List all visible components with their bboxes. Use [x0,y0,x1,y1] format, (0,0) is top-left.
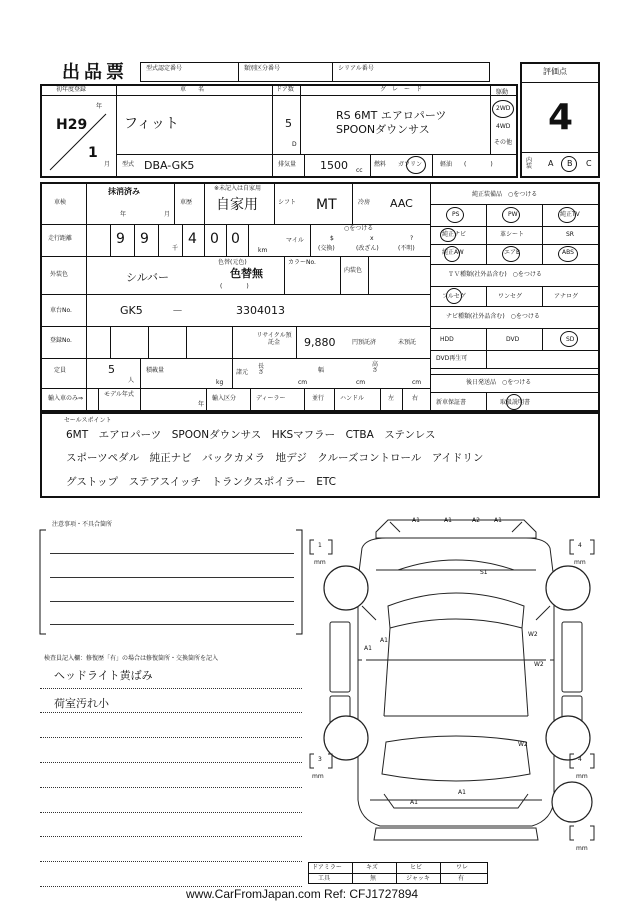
after-title: 後日発送品 ○をつける [466,379,532,386]
mileage-unit: km [258,247,268,254]
car-diagram [306,510,606,870]
damage-mark-5: S1 [480,569,488,576]
equip-navi-circle [440,228,456,242]
mileage-label: 走行距離 [48,235,73,242]
color-paren: ( ) [220,283,249,290]
equip-pw: PW [508,211,518,218]
equip-abs: ABS [562,249,574,256]
tv-oneseg: ワンセグ [498,293,523,300]
model-year-unit: 年 [198,401,205,408]
caution-label: 注意事項・不具合箇所 [52,521,113,528]
history-note: ※未記入は自家用 [214,185,262,192]
model-year-label: モデル年式 [104,391,134,398]
drive-2wd: 2WD [496,105,511,112]
note-entry-2: 荷室汚れ小 [54,697,109,710]
shaken-month: 月 [164,211,171,218]
first-reg-month: 1 [88,145,98,161]
date-slash [48,112,111,172]
sheet-title: 出品票 [62,62,128,83]
year-label: 年 [96,103,103,110]
interior-b: B [567,159,573,168]
tire-rr-value: 4 [578,756,582,763]
recycle-status: 円預託済 [352,339,377,346]
model-cert-label: 型式認定番号 [146,65,183,72]
legend-value-4: 有 [458,875,465,882]
tv-fullseg: フルセグ [442,293,466,300]
note-entry-1: ヘッドライト黄ばみ [54,669,153,682]
question-mark: ? [410,235,414,242]
chassis-number: 3304013 [236,304,285,317]
load-label: 積載量 [146,367,165,374]
tire-fl-value: 1 [318,542,322,549]
navi-sd: SD [566,336,575,343]
class-label: 類別区分番号 [244,65,281,72]
legend-header-1: ドアミラー [312,864,342,871]
equip-ps: PS [452,211,460,218]
mileage-digit-3: 4 [188,231,197,247]
handle-right: 右 [412,395,419,402]
equip-ps-circle [446,207,464,223]
equip-leather: 革シート [500,231,525,238]
equip-sr: SR [566,231,574,238]
sales-line-2: スポーツペダル 純正ナビ バックカメラ 地デジ クルーズコントロール アイドリン [66,452,484,464]
recycle-unpaid: 未預託 [398,339,417,346]
tire-fr-unit: mm [574,559,586,566]
door-suffix: D [292,141,297,148]
type-label: 型式 [122,161,135,168]
handle-left: 左 [388,395,395,402]
navi-hdd: HDD [440,336,454,343]
height-cm: cm [412,379,422,386]
damage-mark-7: A1 [364,645,372,652]
dvd-playback: DVD再生可 [436,355,468,362]
drive-other: その他 [494,139,513,146]
doors-label: ドア数 [276,86,294,93]
after-manual: 取扱説明書 [500,399,531,406]
tv-fullseg-circle [446,288,462,304]
recycle-label: リサイクル預託金 [256,332,292,347]
navi-sd-circle [560,331,578,347]
dollar-mark: $ [330,235,334,242]
watermark-text: www.CarFromJapan.com Ref: CFJ1727894 [186,887,419,901]
dealer-option: ディーラー [256,395,286,402]
equip-airbag-circle [502,246,520,262]
history-value: 自家用 [216,197,258,213]
mile-label: マイル [286,237,304,244]
legend-value-1: 工具 [318,875,331,882]
width-label: 幅 [318,367,325,374]
grade-line1: RS 6MT エアロパーツ [336,109,447,122]
mileage-digit-1: 9 [116,231,125,247]
chassis-prefix: GK5 [120,304,143,317]
recycle-value: 9,880 [304,336,336,349]
inspector-label: 検査員記入欄：修復歴「有」の場合は修復箇所・交換箇所を記入 [44,655,219,662]
width-cm: cm [356,379,366,386]
damage-mark-9: W2 [534,661,544,668]
grade-line2: SPOONダウンサス [336,123,430,136]
damage-mark-8: W2 [528,631,538,638]
tire-rr-unit: mm [576,773,588,780]
displacement-value: 1500 [320,159,348,172]
legend-value-3: ジャッキ [406,875,430,882]
tire-spare-unit: mm [576,845,588,852]
fuel-gasoline-circle [406,156,426,174]
equip-tv: 純正TV [560,211,580,218]
sales-line-1: 6MT エアロパーツ SPOONダウンサス HKSマフラー CTBA ステンレス [66,429,436,441]
length-cm: cm [298,379,308,386]
rating-value: 4 [548,97,574,138]
import-label: 輸入車のみ⇒ [48,395,84,402]
chassis-dash: － [172,304,183,317]
color-change-label: 色替(元色) [218,259,247,266]
length-label: 長さ [258,363,265,376]
car-name: フィット [124,116,179,132]
shaken-label: 車検 [54,199,67,206]
handle-label: ハンドル [340,395,365,402]
damage-mark-2: A1 [444,517,452,524]
mileage-thousand: 千 [172,245,179,252]
interior-c: C [586,159,592,168]
caution-bracket [38,528,304,636]
fuel-paren: ( ) [464,161,493,168]
drive-4wd: 4WD [496,123,511,130]
drive-label: 駆動 [496,89,509,96]
x-mark: x [370,235,374,242]
interior-color-label: 内装色 [344,267,363,274]
chassis-label: 車台No. [50,307,72,314]
shift-value: MT [316,197,337,213]
tire-rl-value: 3 [318,756,322,763]
shaken-year: 年 [120,211,127,218]
capacity-label: 定員 [54,367,67,374]
damage-mark-6: A1 [380,637,388,644]
mileage-digit-5: 0 [231,231,240,247]
legend-header-4: ワレ [456,864,469,871]
equip-airbag: エアB [504,249,521,256]
rating-label: 評価点 [543,67,567,76]
shift-label: シフト [278,199,297,206]
tire-fr-value: 4 [578,542,582,549]
parallel-option: 並行 [312,395,325,402]
circle-note: ○をつける [344,225,374,232]
equip-abs-circle [558,246,578,262]
mileage-digit-4: 0 [210,231,219,247]
fuel-light-oil: 軽油 [440,161,453,168]
navi-dvd: DVD [506,336,520,343]
after-manual-circle [506,394,522,410]
displacement-label: 排気量 [278,161,297,168]
ac-value: AAC [390,197,413,210]
drive-2wd-circle [492,100,514,118]
car-name-label: 車 名 [180,86,205,93]
capacity-value: 5 [108,363,115,376]
sales-points-label: セールスポイント [64,417,112,424]
mileage-digit-2: 9 [140,231,149,247]
interior-b-circle [561,156,577,172]
tire-rl-unit: mm [312,773,324,780]
type-value: DBA-GK5 [144,159,195,172]
equip-aw: 純正AW [442,249,464,256]
load-unit: kg [216,379,224,386]
shaken-value: 抹消済み [108,187,140,196]
header-codes-box [140,62,490,82]
legend-header-3: ヒビ [410,864,423,871]
color-no-label: カラーNo. [288,259,316,266]
damage-mark-1: A1 [412,517,420,524]
damage-mark-11: A1 [458,789,466,796]
month-label: 月 [104,161,111,168]
sales-line-3: グストップ ステアスイッチ トランクスポイラー ETC [66,476,336,488]
ac-label: 冷房 [358,199,371,206]
import-class-label: 輸入区分 [212,395,237,402]
legend-value-2: 無 [370,875,377,882]
height-label: 高さ [372,361,379,374]
reg-no-label: 登録No. [50,337,72,344]
fuel-label: 燃料 [374,161,387,168]
interior-label: 内装 [526,157,533,170]
color-change-value: 色替無 [230,267,263,280]
dollar-sub: (交換) [318,245,335,252]
damage-mark-4: A1 [494,517,502,524]
equip-tv-circle [558,207,576,223]
color-label: 外装色 [50,271,69,278]
equipment-title: 純正装備品 ○をつける [472,191,538,198]
equip-navi: 純正ナビ [442,231,467,238]
capacity-unit: 人 [128,377,135,384]
first-reg-year: H29 [56,117,88,133]
equip-pw-circle [502,207,520,223]
tire-fl-unit: mm [314,559,326,566]
displacement-unit: cc [356,167,363,174]
question-sub: (不明) [398,245,415,252]
first-reg-label: 初年度登録 [56,86,87,93]
doors-value: 5 [285,117,292,130]
tv-analog: アナログ [554,293,579,300]
serial-label: シリアル番号 [338,65,374,72]
equip-aw-circle [444,246,460,262]
damage-mark-3: A2 [472,517,480,524]
grade-label: グ レ ー ド [380,86,423,93]
after-warranty: 新車保証書 [436,399,467,406]
interior-a: A [548,159,554,168]
damage-mark-10: W2 [518,741,528,748]
navi-title: ナビ種類(社外品含む) ○をつける [446,313,540,320]
fuel-gasoline: ガソリン [398,161,423,168]
history-label: 車歴 [180,199,193,206]
color-value: シルバー [126,271,169,284]
dims-label: 諸元 [236,369,249,376]
damage-mark-12: A1 [410,799,418,806]
tv-title: ＴＶ種類(社外品含む) ○をつける [448,271,542,278]
legend-header-2: キズ [366,864,378,871]
x-sub: (改ざん) [356,245,379,252]
